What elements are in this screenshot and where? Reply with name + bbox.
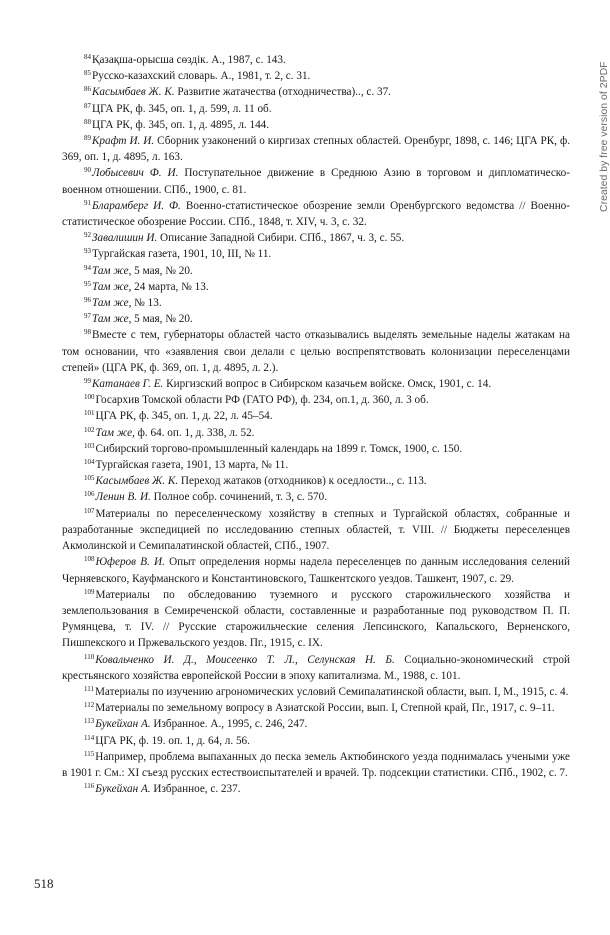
footnote-number: 90 (84, 166, 91, 175)
footnote-text: Тургайская газета, 1901, 13 марта, № 11. (95, 459, 289, 472)
footnote-text: Сборник узаконений о киргизах степных областей. Оренбург, 1898, с. 146; ЦГА РК, ф. 369, оп. 1, д. 4895, л. 163. (62, 135, 570, 164)
footnote-text: Сибирский торгово-промышленный календарь на 1899 г. Томск, 1900, с. 150. (95, 442, 463, 455)
footnote-author: Букейхан А. (95, 783, 151, 796)
footnote-text: ф. 64. оп. 1, д. 338, л. 52. (134, 426, 255, 439)
footnote-text: 24 марта, № 13. (131, 280, 209, 293)
footnote-95 (62, 279, 570, 295)
footnote-102 (62, 425, 570, 441)
footnote-author: Букейхан А. (95, 718, 151, 731)
footnote-number: 113 (84, 717, 95, 726)
footnote-author: Ковальченко И. Д., Моисеенко Т. Л., Селунская Н. Б. (95, 653, 395, 666)
footnote-98 (62, 327, 570, 376)
footnote-author: Касымбаев Ж. К. (92, 86, 175, 99)
footnote-93 (62, 246, 570, 262)
footnote-number: 96 (84, 296, 91, 305)
footnote-text: Избранное. А., 1995, с. 246, 247. (150, 718, 308, 731)
footnote-number: 95 (84, 279, 91, 288)
footnote-text: Социально-экономический строй крестьянского хозяйства европейской России в эпоху капитализма. М., 1988, с. 101. (62, 653, 570, 682)
footnote-94 (62, 263, 570, 279)
footnote-number: 94 (84, 263, 91, 272)
footnote-number: 93 (84, 247, 91, 256)
footnote-author: Там же, (95, 426, 135, 439)
footnote-text: № 13. (131, 297, 162, 310)
footnote-number: 115 (84, 749, 95, 758)
footnote-text: Переход жатаков (отходников) к оседлости.., с. 113. (178, 475, 427, 488)
footnote-text: ЦГА РК, ф. 345, оп. 1, д. 22, л. 45–54. (95, 410, 273, 423)
footnote-author: Крафт И. И. (92, 135, 155, 148)
footnote-text: Русско-казахский словарь. А., 1981, т. 2, с. 31. (92, 70, 311, 83)
footnote-100 (62, 392, 570, 408)
footnote-author: Там же, (92, 264, 132, 277)
footnote-text: Описание Западной Сибири. СПб., 1867, ч. 3, с. 55. (157, 232, 405, 245)
footnote-text: 5 мая, № 20. (131, 264, 193, 277)
footnote-author: Катанаев Г. Е. (92, 378, 164, 391)
footnote-number: 86 (84, 85, 91, 94)
footnote-text: ЦГА РК, ф. 19. оп. 1, д. 64, л. 56. (95, 734, 250, 747)
footnote-115 (62, 749, 570, 781)
footnote-text: Вместе с тем, губернаторы областей часто отказывались выделять земельные наделы жатакам на том основании, что «заявления свои делали с целью воспрепятствовать колонизации переселенцами степей» (ЦГА РК, ф. 369, оп. 1, д. 4895, л. 2.). (62, 329, 570, 374)
footnote-number: 87 (84, 101, 91, 110)
footnote-text: Полное собр. сочинений, т. 3, с. 570. (150, 491, 328, 504)
footnote-number: 91 (84, 198, 91, 207)
footnote-108 (62, 554, 570, 586)
footnote-number: 85 (84, 69, 91, 78)
footnote-number: 99 (84, 377, 91, 386)
footnote-number: 98 (84, 328, 91, 337)
footnote-number: 110 (84, 652, 95, 661)
footnote-text: Қазақша-орысша сөздік. А., 1987, с. 143. (92, 54, 286, 66)
footnote-97 (62, 311, 570, 327)
footnote-text: Киргизский вопрос в Сибирском казачьем войске. Омск, 1901, с. 14. (163, 378, 492, 391)
footnote-text: 5 мая, № 20. (131, 313, 193, 326)
footnote-number: 84 (84, 53, 91, 61)
footnote-text: ЦГА РК, ф. 345, оп. 1, д. 4895, л. 144. (92, 118, 270, 131)
footnote-91 (62, 198, 570, 230)
footnote-text: Материалы по переселенческому хозяйству в степных и Тургайской областях, собранные и разработанные экспедицией по исследованию степных областей, т. VIII. // Бюджеты переселенцев Акмолинской и Семипалатинской областей, СПб., 1907. (62, 507, 570, 553)
footnote-114 (62, 733, 570, 749)
footnote-number: 109 (84, 587, 95, 596)
footnote-number: 92 (84, 231, 91, 240)
footnote-text: Материалы по обследованию туземного и русского старожильческого хозяйства и землепользования в Семиреченской области, составленные и разработанные под руководством П. П. Румянцева, т. IV. // Русские старожильческие селения Лепсинского, Капальского, Верненского, Пишпекского и Пржевальского уездов. Пг., 1915, с. IX. (62, 588, 570, 650)
footnote-110 (62, 652, 570, 684)
footnote-106 (62, 489, 570, 505)
footnote-author: Там же, (92, 280, 132, 293)
footnote-92 (62, 230, 570, 246)
footnote-number: 107 (84, 506, 95, 515)
footnote-number: 103 (84, 441, 95, 450)
footnote-text: Материалы по земельному вопросу в Азиатской России, вып. I, Степной край, Пг., 1917, с. 9–11. (95, 702, 555, 715)
footnote-author: Бларамберг И. Ф. (92, 199, 181, 212)
footnote-89 (62, 133, 570, 165)
footnote-number: 108 (84, 555, 95, 564)
footnote-text: Тургайская газета, 1901, 10, III, № 11. (92, 248, 272, 261)
footnote-author: Юферов В. И. (95, 556, 165, 569)
footnote-111 (62, 684, 570, 700)
footnote-90 (62, 165, 570, 197)
footnote-number: 105 (84, 474, 95, 483)
footnote-96 (62, 295, 570, 311)
footnote-number: 106 (84, 490, 95, 499)
footnote-text: Избранное, с. 237. (150, 783, 241, 796)
footnote-text: Военно-статистическое обозрение земли Оренбургского ведомства // Военно-статистическое обозрение России. СПб., 1848, т. XIV, ч. 3, с. 32. (62, 199, 570, 229)
footnote-88 (62, 117, 570, 133)
footnote-99 (62, 376, 570, 392)
footnote-number: 89 (84, 134, 91, 143)
footnote-87 (62, 101, 570, 117)
footnote-number: 100 (84, 393, 95, 402)
footnote-86 (62, 84, 570, 100)
footnote-number: 112 (84, 701, 95, 710)
footnote-85 (62, 68, 570, 84)
footnote-text: Госархив Томской области РФ (ГАТО РФ), ф. 234, оп.1, д. 360, л. 3 об. (95, 394, 429, 407)
footnote-84 (62, 52, 570, 68)
footnote-author: Завалишин И. (92, 232, 158, 245)
footnote-text: Развитие жатачества (отходничества).., с. 37. (174, 86, 391, 99)
footnote-116 (62, 781, 570, 797)
footnote-author: Лобысевич Ф. И. (92, 167, 179, 180)
footnote-109 (62, 587, 570, 652)
watermark-side-note: Created by free version of 2PDF (598, 61, 610, 212)
footnote-number: 102 (84, 425, 95, 434)
footnote-text: Поступательное движение в Среднюю Азию в торговом и дипломатическо-военном отношении. СПб., 1900, с. 81. (62, 167, 570, 196)
footnote-number: 88 (84, 117, 91, 126)
footnote-105 (62, 473, 570, 489)
footnote-107 (62, 506, 570, 555)
footnote-text: Например, проблема выпаханных до песка земель Актюбинского уезда поднималась учеными уже в 1901 г. См.: XI съезд русских естествоиспытателей и врачей. Тр. подсекции статистики. СПб., 1902, с. 7. (62, 750, 570, 779)
page-number: 518 (34, 876, 54, 891)
footnote-number: 111 (84, 684, 94, 693)
footnotes-list (62, 52, 570, 797)
footnote-number: 101 (84, 409, 95, 418)
footnote-author: Там же, (92, 313, 132, 326)
footnote-author: Ленин В. И. (95, 491, 151, 504)
footnote-113 (62, 716, 570, 732)
footnote-text: Опыт определения нормы надела переселенцев по данным исследования селений Черняевского, Кауфманского и Константиновского, Ташкентского уездов. Ташкент, 1907, с. 29. (62, 556, 570, 585)
footnote-text: ЦГА РК, ф. 345, оп. 1, д. 599, л. 11 об. (92, 102, 272, 115)
footnote-author: Касымбаев Ж. К. (95, 475, 179, 488)
footnote-112 (62, 700, 570, 716)
footnote-author: Там же, (92, 297, 132, 310)
footnote-104 (62, 457, 570, 473)
footnote-101 (62, 408, 570, 424)
footnote-number: 97 (84, 312, 91, 321)
footnote-number: 116 (84, 782, 95, 791)
footnote-number: 104 (84, 458, 95, 467)
footnote-103 (62, 441, 570, 457)
footnote-number: 114 (84, 733, 95, 742)
footnote-text: Материалы по изучению агрономических условий Семипалатинской области, вып. I, М., 1915, с. 4. (94, 685, 569, 698)
